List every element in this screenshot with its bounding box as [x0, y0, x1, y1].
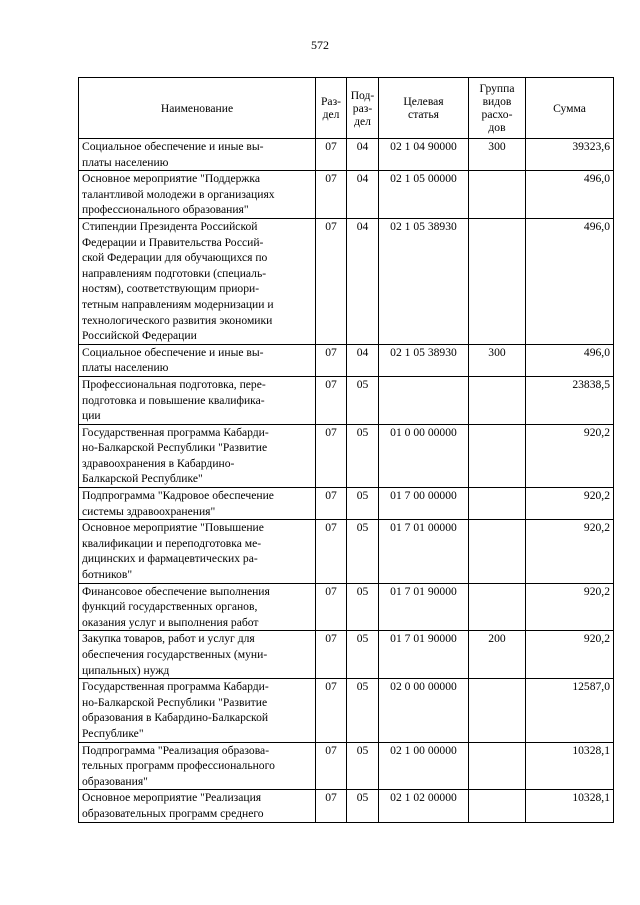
name-line: тетным направлениям модернизации и [82, 297, 274, 311]
name-line: Подпрограмма "Реализация образова- [82, 743, 270, 757]
cell-section: 07 [316, 520, 347, 583]
page-number: 572 [311, 38, 329, 52]
table-row [79, 376, 614, 424]
cell-subsection: 04 [347, 218, 379, 344]
cell-section: 07 [316, 583, 347, 631]
table-row [79, 218, 614, 344]
name-line: Основное мероприятие "Повышение [82, 521, 264, 535]
header-section [316, 78, 347, 139]
table-body [79, 139, 614, 823]
header-line: расхо- [481, 108, 513, 121]
cell-subsection: 05 [347, 679, 379, 742]
cell-amount: 496,0 [526, 218, 614, 344]
name-line: Республике" [82, 726, 144, 740]
header-target [379, 78, 469, 139]
cell-expense-group [469, 520, 526, 583]
cell-amount: 39323,6 [526, 139, 614, 171]
cell-amount: 23838,5 [526, 376, 614, 424]
header-line: статья [408, 108, 439, 121]
cell-expense-group [469, 742, 526, 790]
header-line: дел [322, 108, 340, 121]
cell-name [79, 631, 316, 679]
header-expense-group [469, 78, 526, 139]
name-line: но-Балкарской Республики "Развитие [82, 695, 268, 709]
table-row [79, 424, 614, 487]
cell-section: 07 [316, 218, 347, 344]
cell-subsection: 05 [347, 376, 379, 424]
table-row [79, 790, 614, 822]
cell-name [79, 424, 316, 487]
cell-section: 07 [316, 742, 347, 790]
name-line: Государственная программа Кабарди- [82, 680, 269, 694]
cell-target: 02 0 00 00000 [379, 679, 469, 742]
cell-subsection: 05 [347, 631, 379, 679]
name-line: образовательных программ среднего [82, 806, 264, 820]
name-line: платы населению [82, 361, 169, 375]
budget-table [78, 77, 614, 823]
header-line: дел [354, 114, 371, 128]
cell-subsection: 05 [347, 520, 379, 583]
name-line: Основное мероприятие "Реализация [82, 791, 262, 805]
name-line: Профессиональная подготовка, пере- [82, 377, 266, 391]
header-line: Группа [479, 82, 515, 95]
cell-target: 02 1 00 00000 [379, 742, 469, 790]
name-line: подготовка и повышение квалифика- [82, 393, 265, 407]
cell-section: 07 [316, 376, 347, 424]
cell-expense-group [469, 679, 526, 742]
cell-name [79, 376, 316, 424]
table-row [79, 171, 614, 219]
header-name: Наименование [79, 78, 316, 139]
cell-amount: 496,0 [526, 344, 614, 376]
name-line: системы здравоохранения" [82, 504, 216, 518]
cell-target: 01 7 01 90000 [379, 583, 469, 631]
name-line: технологического развития экономики [82, 313, 273, 327]
cell-target: 02 1 05 00000 [379, 171, 469, 219]
cell-name [79, 790, 316, 822]
table-row [79, 520, 614, 583]
cell-target: 01 0 00 00000 [379, 424, 469, 487]
cell-section: 07 [316, 631, 347, 679]
cell-amount: 920,2 [526, 520, 614, 583]
name-line: Российской Федерации [82, 329, 197, 343]
cell-expense-group: 300 [469, 139, 526, 171]
cell-expense-group [469, 376, 526, 424]
cell-expense-group [469, 171, 526, 219]
name-line: ципальных) нужд [82, 663, 170, 677]
cell-target: 01 7 01 00000 [379, 520, 469, 583]
header-row [79, 78, 614, 139]
cell-section: 07 [316, 171, 347, 219]
cell-section: 07 [316, 790, 347, 822]
cell-target [379, 376, 469, 424]
name-line: Социальное обеспечение и иные вы- [82, 345, 264, 359]
name-line: направлениям подготовки (специаль- [82, 266, 267, 280]
cell-subsection: 05 [347, 742, 379, 790]
cell-subsection: 04 [347, 139, 379, 171]
header-line: видов [482, 95, 512, 108]
cell-target: 01 7 01 90000 [379, 631, 469, 679]
cell-expense-group [469, 218, 526, 344]
name-line: квалификации и переподготовка ме- [82, 536, 262, 550]
cell-expense-group [469, 424, 526, 487]
table-row [79, 742, 614, 790]
header-line: дов [488, 121, 506, 134]
cell-name [79, 171, 316, 219]
table-row [79, 488, 614, 520]
name-line: профессионального образования" [82, 203, 249, 217]
name-line: ции [82, 409, 101, 423]
cell-section: 07 [316, 679, 347, 742]
name-line: Финансовое обеспечение выполнения [82, 584, 270, 598]
header-line: Целевая [403, 95, 444, 108]
name-line: Закупка товаров, работ и услуг для [82, 632, 255, 646]
cell-subsection: 05 [347, 790, 379, 822]
cell-name [79, 488, 316, 520]
name-line: талантливой молодежи в организациях [82, 187, 275, 201]
cell-name [79, 679, 316, 742]
cell-amount: 10328,1 [526, 790, 614, 822]
cell-target: 02 1 04 90000 [379, 139, 469, 171]
name-line: Стипендии Президента Российской [82, 219, 258, 233]
cell-target: 01 7 00 00000 [379, 488, 469, 520]
table-row [79, 344, 614, 376]
name-line: тельных программ профессионального [82, 759, 275, 773]
name-line: Основное мероприятие "Поддержка [82, 172, 261, 186]
cell-subsection: 04 [347, 171, 379, 219]
table-row [79, 631, 614, 679]
cell-name [79, 139, 316, 171]
table-row [79, 139, 614, 171]
name-line: Социальное обеспечение и иные вы- [82, 140, 264, 153]
cell-name [79, 742, 316, 790]
name-line: дицинских и фармацевтических ра- [82, 552, 258, 566]
name-line: но-Балкарской Республики "Развитие [82, 441, 268, 455]
cell-expense-group: 300 [469, 344, 526, 376]
name-line: ностям), соответствующим приори- [82, 282, 260, 296]
cell-amount: 920,2 [526, 488, 614, 520]
cell-subsection: 04 [347, 344, 379, 376]
header-line: Под- [350, 88, 375, 102]
cell-target: 02 1 02 00000 [379, 790, 469, 822]
cell-section: 07 [316, 344, 347, 376]
cell-expense-group [469, 790, 526, 822]
name-line: функций государственных органов, [82, 600, 258, 614]
cell-name [79, 520, 316, 583]
cell-section: 07 [316, 139, 347, 171]
name-line: обеспечения государственных (муни- [82, 648, 268, 661]
name-line: Федерации и Правительства Россий- [82, 235, 264, 249]
cell-name [79, 583, 316, 631]
cell-amount: 920,2 [526, 424, 614, 487]
name-line: ботников" [82, 568, 133, 582]
cell-name [79, 344, 316, 376]
name-line: Балкарской Республике" [82, 472, 203, 486]
name-line: образования в Кабардино-Балкарской [82, 711, 269, 725]
name-line: платы населению [82, 155, 169, 169]
cell-subsection: 05 [347, 583, 379, 631]
header-amount: Сумма [526, 78, 614, 139]
name-line: оказания услуг и выполнения работ [82, 615, 259, 629]
cell-target: 02 1 05 38930 [379, 218, 469, 344]
cell-amount: 12587,0 [526, 679, 614, 742]
header-line: раз- [352, 101, 373, 115]
name-line: ской Федерации для обучающихся по [82, 251, 268, 265]
cell-section: 07 [316, 424, 347, 487]
cell-expense-group [469, 488, 526, 520]
name-line: Подпрограмма "Кадровое обеспечение [82, 489, 274, 503]
cell-subsection: 05 [347, 488, 379, 520]
name-line: Государственная программа Кабарди- [82, 425, 269, 439]
cell-expense-group: 200 [469, 631, 526, 679]
cell-amount: 10328,1 [526, 742, 614, 790]
name-line: здравоохранения в Кабардино- [82, 456, 235, 470]
name-line: образования" [82, 774, 148, 788]
header-subsection [347, 78, 379, 139]
cell-amount: 920,2 [526, 631, 614, 679]
cell-amount: 496,0 [526, 171, 614, 219]
table-row [79, 679, 614, 742]
cell-expense-group [469, 583, 526, 631]
cell-amount: 920,2 [526, 583, 614, 631]
cell-section: 07 [316, 488, 347, 520]
header-line: Раз- [320, 95, 342, 108]
table-row [79, 583, 614, 631]
cell-subsection: 05 [347, 424, 379, 487]
cell-name [79, 218, 316, 344]
cell-target: 02 1 05 38930 [379, 344, 469, 376]
